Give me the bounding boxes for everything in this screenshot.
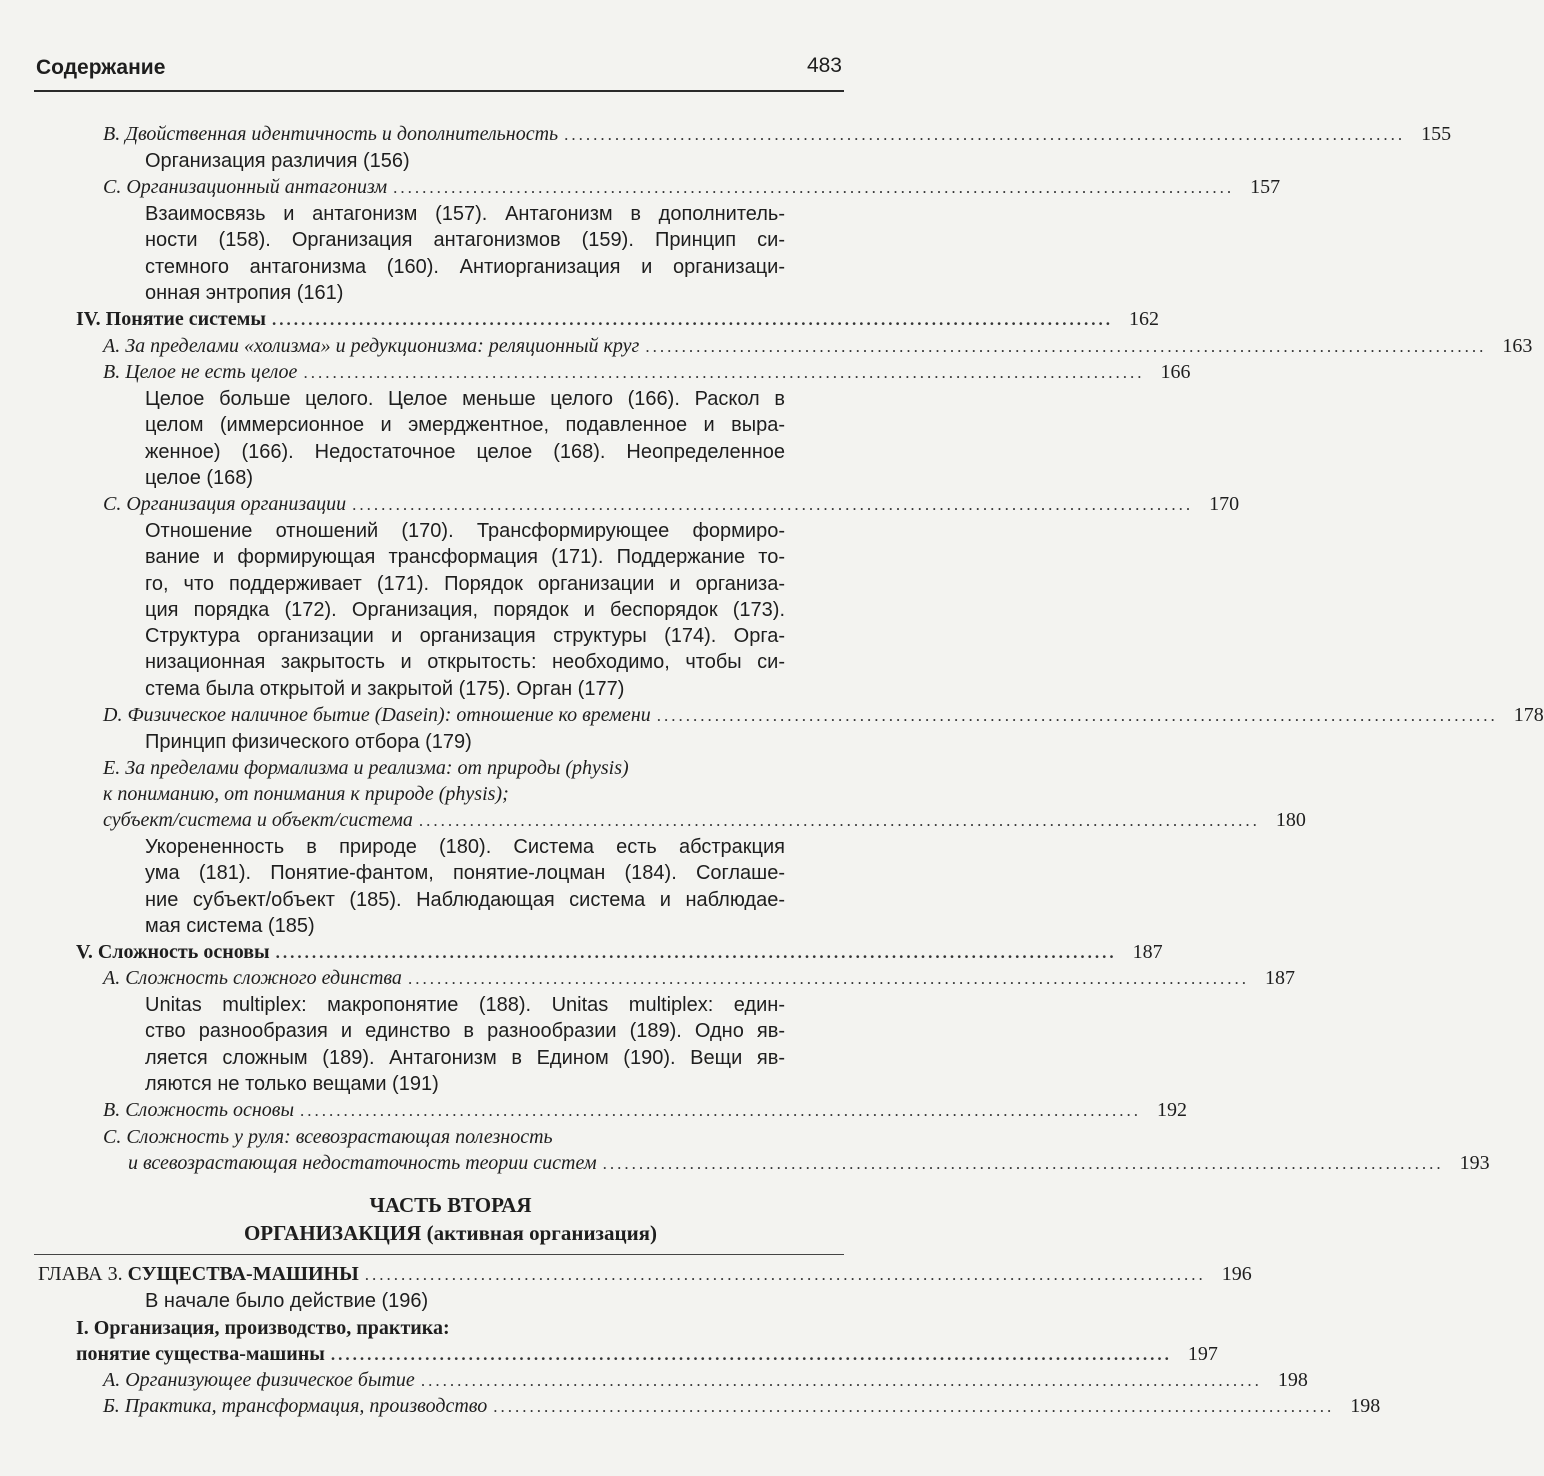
header-title: Содержание [36, 56, 166, 79]
leader-dots: .................................................................................................................... [493, 1397, 1335, 1416]
toc-section-i[interactable]: понятие существа-машины .................................................................................................................... 197 [76, 1341, 845, 1368]
part-heading [0, 1193, 901, 1218]
part-subheading [0, 1221, 901, 1246]
leader-dots: .................................................................................................................... [300, 1101, 1141, 1120]
toc-entry-organizing-being[interactable]: А. Организующее физическое бытие .................................................................................................................... 198 [103, 1367, 845, 1394]
toc-entry-practice[interactable]: Б. Практика, трансформация, производство .................................................................................................................... 198 [103, 1393, 845, 1420]
toc-entry-complex-unity[interactable]: A. Сложность сложного единства .................................................................................................................... 187 [103, 965, 845, 992]
toc-page-number: 187 [1264, 967, 1295, 989]
part-subtitle: ОРГАНИЗАКЦИЯ (активная организация) [243, 1221, 658, 1245]
toc-page-number: 163 [1502, 335, 1533, 357]
toc-description: Организация различия (156) [145, 150, 410, 172]
toc-page-number: 157 [1250, 176, 1281, 198]
toc-page-number: 166 [1160, 361, 1191, 383]
toc-entry-org-antagonism[interactable]: C. Организационный антагонизм .................................................................................................................... 157 [103, 174, 845, 201]
leader-dots: .................................................................................................................... [393, 178, 1235, 197]
leader-dots: .................................................................................................................... [602, 1154, 1444, 1173]
toc-page-number: 192 [1157, 1099, 1187, 1121]
toc-description: Укорененность в природе (180). Система есть абстракция ума (181). Понятие-фантом, понятие-лоцман (184). Соглаше- ние субъект/объект (185). Наблюдающая система и наблюдае- мая система (185) [145, 836, 785, 937]
toc-section-iv[interactable]: IV. Понятие системы .................................................................................................................... 162 [76, 306, 845, 333]
leader-dots: .................................................................................................................... [303, 363, 1145, 382]
leader-dots: .................................................................................................................... [645, 337, 1487, 356]
toc-page-number: 180 [1275, 809, 1306, 831]
toc-description: Целое больше целого. Целое меньше целого (166). Раскол в целом (иммерсионное и эмерджентное, подавленное и выра- женное) (166). Недостаточное целое (168). Неопределенное целое (168) [145, 388, 785, 489]
leader-dots: .................................................................................................................... [418, 811, 1260, 830]
toc-page-number: 193 [1459, 1152, 1490, 1174]
toc-page-number: 197 [1187, 1343, 1218, 1365]
toc-description: Отношение отношений (170). Трансформирующее формиро- вание и формирующая трансформация (171). Поддержание то- го, что поддерживает (171). Порядок организации и организа- ция порядка (172). Организация, порядок и беспорядок (173). Структура организации и организация структуры (174). Орга- низационная закрытость и открытость: необходимо, чтобы си- стема была открытой и закрытой (175). Орган (177) [145, 520, 785, 700]
toc-entry-whole[interactable]: B. Целое не есть целое .................................................................................................................... 166 [103, 359, 845, 386]
part-title: ЧАСТЬ ВТОРАЯ [369, 1193, 532, 1217]
leader-dots: .................................................................................................................... [352, 495, 1194, 514]
leader-dots: .................................................................................................................... [407, 969, 1249, 988]
toc-page-number: 162 [1129, 308, 1159, 330]
toc-description: В начале было действие (196) [145, 1290, 429, 1312]
toc-page-number: 198 [1350, 1395, 1381, 1417]
toc-description: Unitas multiplex: макропонятие (188). Unitas multiplex: един- ство разнообразия и единство в разнообразии (189). Одно яв- ляется сложным (189). Антагонизм в Едином (190). Вещи яв- ляются не только вещами (191) [145, 994, 785, 1095]
toc-entry-dasein[interactable]: D. Физическое наличное бытие (Dasein): отношение ко времени .................................................................................................................... 178 [103, 702, 845, 729]
leader-dots: .................................................................................................................... [330, 1345, 1172, 1364]
toc-entry-formalism[interactable]: субъект/система и объект/система .................................................................................................................... 180 [103, 807, 845, 834]
leader-dots: .................................................................................................................... [420, 1371, 1262, 1390]
leader-dots: .................................................................................................................... [364, 1265, 1206, 1284]
toc-entry-holism[interactable]: A. За пределами «холизма» и редукционизма: реляционный круг .................................................................................................................... 163 [103, 333, 845, 360]
running-header [34, 52, 844, 92]
toc-section-v[interactable]: V. Сложность основы .................................................................................................................... 187 [76, 939, 845, 966]
toc-description: Взаимосвязь и антагонизм (157). Антагонизм в дополнитель- ности (158). Организация антагонизмов (159). Принцип си- стемного антагонизма (160). Антиорганизация и организаци- онная энтропия (161) [145, 203, 785, 304]
toc-entry-org-of-org[interactable]: C. Организация организации .................................................................................................................... 170 [103, 491, 845, 518]
leader-dots: .................................................................................................................... [272, 310, 1113, 329]
toc-page-number: 196 [1221, 1263, 1252, 1285]
header-page-number: 483 [806, 54, 842, 77]
toc-entry-dual-identity[interactable]: B. Двойственная идентичность и дополнительность .................................................................................................................... 155 [103, 121, 845, 148]
toc-entry-helm[interactable]: и всевозрастающая недостаточность теории систем .................................................................................................................... 193 [128, 1150, 845, 1177]
toc-section-i-line1: I. Организация, производство, практика: [76, 1317, 450, 1339]
toc-page-number: 187 [1132, 941, 1163, 963]
toc-entry-helm-line1: C. Сложность у руля: всевозрастающая полезность [103, 1126, 553, 1148]
toc-entry-formalism-line2: к пониманию, от понимания к природе (physis); [103, 783, 509, 805]
toc-entry-complexity-basis[interactable]: B. Сложность основы .................................................................................................................... 192 [103, 1097, 845, 1124]
toc-page-number: 178 [1513, 704, 1544, 726]
leader-dots: .................................................................................................................... [656, 706, 1498, 725]
toc-page-number: 155 [1421, 123, 1452, 145]
toc-chapter-3[interactable]: ГЛАВА 3. СУЩЕСТВА-МАШИНЫ .................................................................................................................... 196 [38, 1261, 845, 1288]
divider [34, 1254, 844, 1255]
toc-page-number: 170 [1209, 493, 1240, 515]
leader-dots: .................................................................................................................... [275, 943, 1117, 962]
toc-description: Принцип физического отбора (179) [145, 731, 472, 753]
toc-entry-formalism-line1: E. За пределами формализма и реализма: от природы (physis) [103, 757, 629, 779]
leader-dots: .................................................................................................................... [564, 125, 1406, 144]
toc-page-number: 198 [1277, 1369, 1308, 1391]
